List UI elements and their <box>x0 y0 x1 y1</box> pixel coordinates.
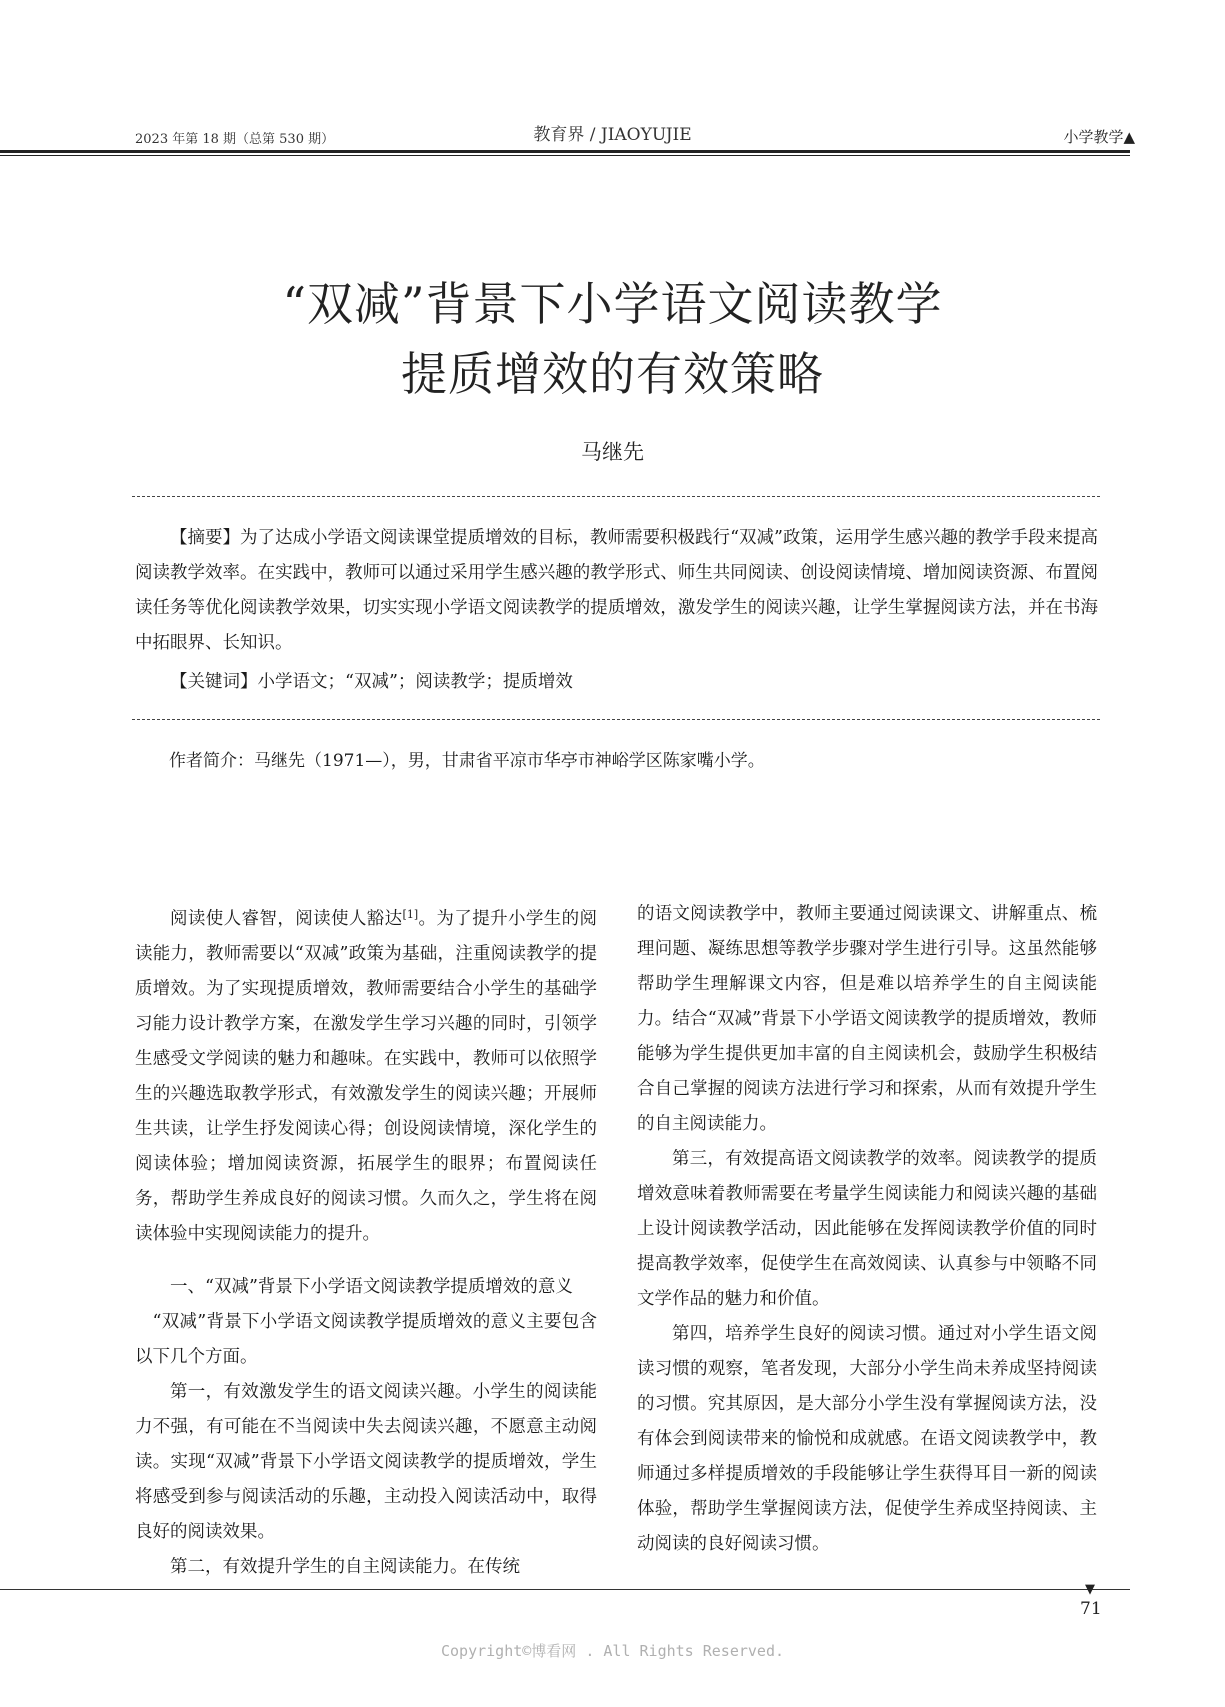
article-title-line1: “双减”背景下小学语文阅读教学 <box>282 277 943 331</box>
abstract-divider-top <box>132 496 1100 497</box>
author-bio: 作者简介：马继先（1971—），男，甘肃省平凉市华亭市神峪学区陈家嘴小学。 <box>169 751 765 771</box>
paragraph: 第四，培养学生良好的阅读习惯。通过对小学生语文阅读习惯的观察，笔者发现，大部分小学生尚未养成坚持阅读的习惯。究其原因，是大部分小学生没有掌握阅读方法，没有体会到阅读带来的愉悦和成就感。在语文阅读教学中，教师通过多样提质增效的手段能够让学生获得耳目一新的阅读体验，帮助学生掌握阅读方法，促使学生养成坚持阅读、主动阅读的良好阅读习惯。 <box>637 1324 1097 1554</box>
keywords: 【关键词】小学语文；“双减”；阅读教学；提质增效 <box>170 672 573 692</box>
article-title-line2: 提质增效的有效策略 <box>401 347 824 401</box>
abstract-divider-bottom <box>132 719 1100 720</box>
body-column-left <box>135 897 597 1585</box>
paragraph: 第一，有效激发学生的语文阅读兴趣。小学生的阅读能力不强，有可能在不当阅读中失去阅读兴趣，不愿意主动阅读。实现“双减”背景下小学语文阅读教学的提质增效，学生将感受到参与阅读活动的乐趣，主动投入阅读活动中，取得良好的阅读效果。 <box>135 1382 597 1542</box>
journal-name: 教育界 / JIAOYUJIE <box>533 125 692 145</box>
paragraph <box>135 897 597 1252</box>
abstract: 【摘要】为了达成小学语文阅读课堂提质增效的目标，教师需要积极践行“双减”政策，运用学生感兴趣的教学手段来提高阅读教学效率。在实践中，教师可以通过采用学生感兴趣的教学形式、师生共同阅读、创设阅读情境、增加阅读资源、布置阅读任务等优化阅读教学效果，切实实现小学语文阅读教学的提质增效，激发学生的阅读兴趣，让学生掌握阅读方法，并在书海中拓眼界、长知识。 <box>135 528 1098 653</box>
paragraph: 第二，有效提升学生的自主阅读能力。在传统 <box>170 1557 520 1577</box>
issue-info: 2023 年第 18 期（总第 530 期） <box>135 132 335 147</box>
paragraph: “双减”背景下小学语文阅读教学提质增效的意义主要包含以下几个方面。 <box>135 1312 597 1367</box>
citation-ref: [1] <box>402 908 419 921</box>
header-rule-thin <box>0 155 1130 156</box>
paragraph-text: 。为了提升小学生的阅读能力，教师需要以“双减”政策为基础，注重阅读教学的提质增效。为了实现提质增效，教师需要结合小学生的基础学习能力设计教学方案，在激发学生学习兴趣的同时，引领学生感受文学阅读的魅力和趣味。在实践中，教师可以依照学生的兴趣选取教学形式，有效激发学生的阅读兴趣；开展师生共读，让学生抒发阅读心得；创设阅读情境，深化学生的阅读体验；增加阅读资源，拓展学生的眼界；布置阅读任务，帮助学生养成良好的阅读习惯。久而久之，学生将在阅读体验中实现阅读能力的提升。 <box>135 909 598 1244</box>
section-label: 小学教学▲ <box>1063 128 1135 146</box>
section-heading: 一、“双减”背景下小学语文阅读教学提质增效的意义 <box>170 1277 573 1297</box>
down-triangle-icon: ▼ <box>1085 1582 1095 1597</box>
footer-rule <box>0 1589 1130 1590</box>
header-rule-thick <box>0 150 1130 153</box>
paragraph-text: 阅读使人睿智，阅读使人豁达 <box>170 909 403 929</box>
copyright-notice: Copyright©博看网 . All Rights Reserved. <box>440 1642 784 1660</box>
page-number: 71 <box>1080 1599 1102 1619</box>
article-author: 马继先 <box>581 440 644 464</box>
paragraph: 的语文阅读教学中，教师主要通过阅读课文、讲解重点、梳理问题、凝练思想等教学步骤对学生进行引导。这虽然能够帮助学生理解课文内容，但是难以培养学生的自主阅读能力。结合“双减”背景下小学语文阅读教学的提质增效，教师能够为学生提供更加丰富的自主阅读机会，鼓励学生积极结合自己掌握的阅读方法进行学习和探索，从而有效提升学生的自主阅读能力。 <box>637 904 1097 1134</box>
paragraph: 第三，有效提高语文阅读教学的效率。阅读教学的提质增效意味着教师需要在考量学生阅读能力和阅读兴趣的基础上设计阅读教学活动，因此能够在发挥阅读教学价值的同时提高教学效率，促使学生在高效阅读、认真参与中领略不同文学作品的魅力和价值。 <box>637 1149 1097 1309</box>
body-column-right <box>637 897 1097 1562</box>
